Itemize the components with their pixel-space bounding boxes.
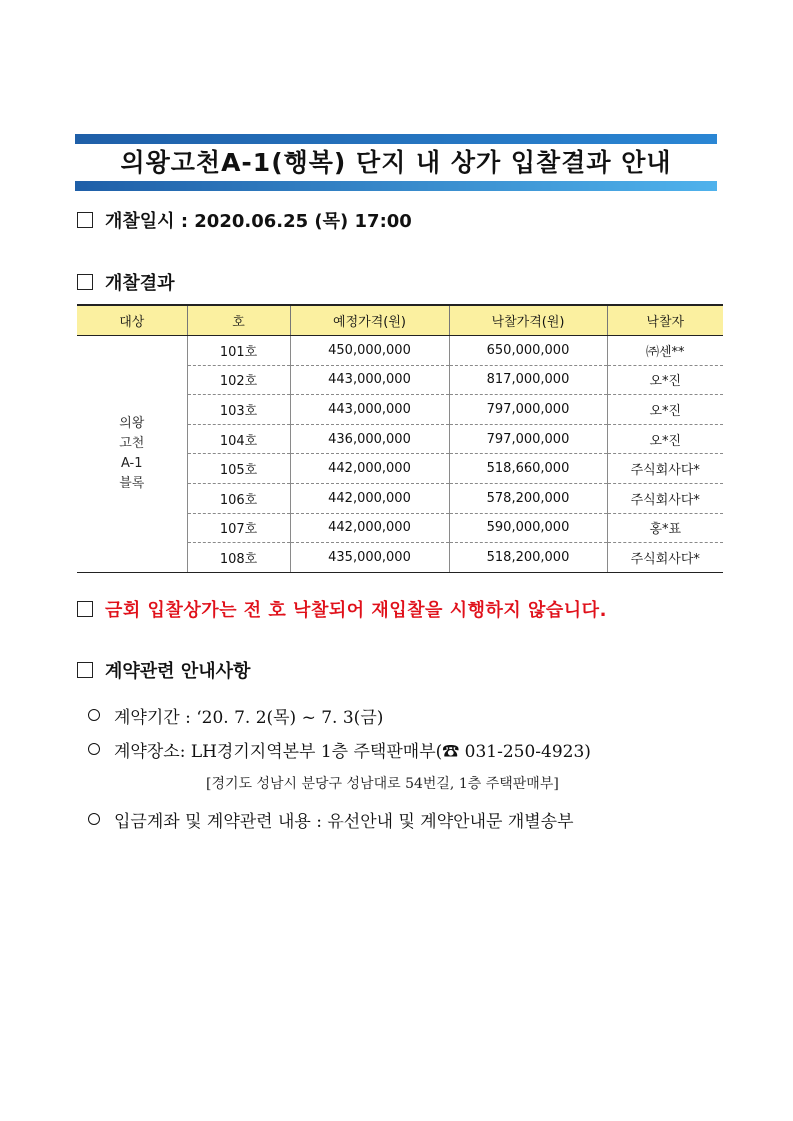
column-header-planned-price: 예정가격(원): [290, 305, 449, 336]
page-title: 의왕고천A-1(행복) 단지 내 상가 입찰결과 안내: [120, 148, 672, 177]
contract-heading: [77, 657, 250, 683]
target-line: A-1: [120, 455, 143, 471]
results-table: [77, 304, 723, 573]
winner-cell: 홍*표: [607, 513, 723, 543]
planned-price-cell: 442,000,000: [290, 513, 449, 543]
checkbox-square-icon: [77, 601, 93, 617]
planned-price-cell: 442,000,000: [290, 454, 449, 484]
table-header-row: [77, 305, 723, 336]
target-line: 고천: [119, 435, 145, 451]
opening-datetime-label: 개찰일시 : 2020.06.25 (목) 17:00: [105, 211, 412, 232]
results-heading: [77, 269, 175, 295]
winning-price-cell: 817,000,000: [449, 365, 607, 395]
contract-heading-label: 계약관련 안내사항: [105, 661, 251, 682]
contract-account-item: [88, 807, 574, 832]
column-header-target: 대상: [77, 305, 187, 336]
no-rebid-notice-text: 금회 입찰상가는 전 호 낙찰되어 재입찰을 시행하지 않습니다.: [105, 600, 607, 621]
circle-bullet-icon: [88, 709, 100, 721]
contract-period-text: 계약기간 : ‘20. 7. 2(목) ~ 7. 3(금): [114, 708, 384, 728]
target-line: 의왕: [119, 415, 145, 431]
planned-price-cell: 443,000,000: [290, 395, 449, 425]
winning-price-cell: 797,000,000: [449, 395, 607, 425]
winner-cell: 오*진: [607, 395, 723, 425]
planned-price-cell: 443,000,000: [290, 365, 449, 395]
column-header-winner: 낙찰자: [607, 305, 723, 336]
winning-price-cell: 650,000,000: [449, 336, 607, 366]
contract-place-item: [88, 737, 591, 762]
winner-cell: 주식회사다*: [607, 483, 723, 513]
contract-place-text: 계약장소: LH경기지역본부 1층 주택판매부(☎ 031-250-4923): [114, 742, 591, 762]
contract-address: [경기도 성남시 분당구 성남대로 54번길, 1층 주택판매부]: [206, 776, 559, 792]
unit-cell: 102호: [187, 365, 290, 395]
winner-cell: 주식회사다*: [607, 454, 723, 484]
column-header-unit: 호: [187, 305, 290, 336]
winning-price-cell: 797,000,000: [449, 424, 607, 454]
winner-cell: 오*진: [607, 424, 723, 454]
target-line: 블록: [119, 475, 145, 491]
unit-cell: 103호: [187, 395, 290, 425]
table-row: [77, 336, 723, 366]
planned-price-cell: 450,000,000: [290, 336, 449, 366]
unit-cell: 108호: [187, 543, 290, 573]
circle-bullet-icon: [88, 743, 100, 755]
column-header-winning-price: 낙찰가격(원): [449, 305, 607, 336]
checkbox-square-icon: [77, 274, 93, 290]
planned-price-cell: 436,000,000: [290, 424, 449, 454]
planned-price-cell: 435,000,000: [290, 543, 449, 573]
unit-cell: 105호: [187, 454, 290, 484]
planned-price-cell: 442,000,000: [290, 483, 449, 513]
contract-period-item: [88, 703, 383, 728]
winner-cell: ㈜센**: [607, 336, 723, 366]
winner-cell: 주식회사다*: [607, 543, 723, 573]
title-bar-top: [75, 134, 717, 144]
contract-account-text: 입금계좌 및 계약관련 내용 : 유선안내 및 계약안내문 개별송부: [114, 812, 574, 832]
unit-cell: 104호: [187, 424, 290, 454]
target-block-cell: [77, 336, 187, 573]
winning-price-cell: 590,000,000: [449, 513, 607, 543]
winning-price-cell: 518,660,000: [449, 454, 607, 484]
winning-price-cell: 578,200,000: [449, 483, 607, 513]
unit-cell: 107호: [187, 513, 290, 543]
winner-cell: 오*진: [607, 365, 723, 395]
opening-datetime: [77, 207, 412, 233]
unit-cell: 106호: [187, 483, 290, 513]
no-rebid-notice: [77, 596, 607, 622]
results-heading-label: 개찰결과: [105, 273, 175, 294]
circle-bullet-icon: [88, 813, 100, 825]
title-bar-bottom: [75, 181, 717, 191]
unit-cell: 101호: [187, 336, 290, 366]
checkbox-square-icon: [77, 212, 93, 228]
checkbox-square-icon: [77, 662, 93, 678]
winning-price-cell: 518,200,000: [449, 543, 607, 573]
